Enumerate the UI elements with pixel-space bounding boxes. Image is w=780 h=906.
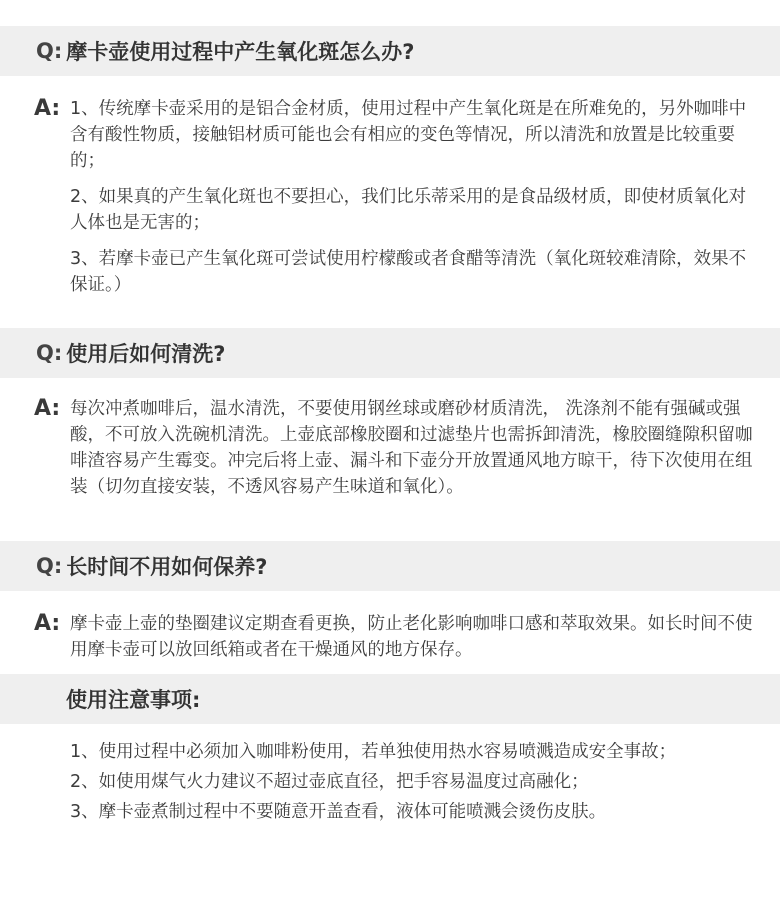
- question-text: 使用后如何清洗?: [66, 342, 226, 366]
- question-bar-2: [0, 328, 780, 378]
- notice-title-bar: [0, 674, 780, 724]
- notice-title: 使用注意事项:: [66, 688, 201, 712]
- question-text: 长时间不用如何保养?: [66, 555, 268, 579]
- answer-block-1: [34, 96, 754, 298]
- answer-block-2: [34, 396, 754, 500]
- a-marker: A:: [34, 611, 61, 636]
- answer-paragraph: 1、传统摩卡壶采用的是铝合金材质，使用过程中产生氧化斑是在所难免的，另外咖啡中含有酸性物质，接触铝材质可能也会有相应的变色等情况，所以清洗和放置是比较重要的；: [70, 99, 747, 171]
- answer-paragraph: 每次冲煮咖啡后，温水清洗，不要使用钢丝球或磨砂材质清洗， 洗涤剂不能有强碱或强酸，不可放入洗碗机清洗。上壶底部橡胶圈和过滤垫片也需拆卸清洗，橡胶圈缝隙积留咖啡渣容易产生霉变。冲完后将上壶、漏斗和下壶分开放置通风地方晾干，待下次使用在组装（切勿直接安装，不透风容易产生味道和氧化）。: [70, 399, 753, 497]
- answer-paragraph: 摩卡壶上壶的垫圈建议定期查看更换，防止老化影响咖啡口感和萃取效果。如长时间不使用摩卡壶可以放回纸箱或者在干燥通风的地方保存。: [70, 614, 753, 660]
- answer-paragraph: 3、若摩卡壶已产生氧化斑可尝试使用柠檬酸或者食醋等清洗（氧化斑较难清除，效果不保证。）: [70, 249, 747, 295]
- a-marker: A:: [34, 396, 61, 421]
- notice-item: 2、如使用煤气火力建议不超过壶底直径，把手容易温度过高融化；: [70, 772, 589, 792]
- q-marker: Q:: [36, 341, 63, 365]
- a-marker: A:: [34, 96, 61, 121]
- q-marker: Q:: [36, 39, 63, 63]
- question-text: 摩卡壶使用过程中产生氧化斑怎么办?: [66, 40, 415, 64]
- question-bar-1: [0, 26, 780, 76]
- question-bar-3: [0, 541, 780, 591]
- notice-list: [70, 737, 760, 827]
- notice-item: 3、摩卡壶煮制过程中不要随意开盖查看，液体可能喷溅会烫伤皮肤。: [70, 802, 607, 822]
- notice-item: 1、使用过程中必须加入咖啡粉使用，若单独使用热水容易喷溅造成安全事故；: [70, 742, 677, 762]
- q-marker: Q:: [36, 554, 63, 578]
- answer-paragraph: 2、如果真的产生氧化斑也不要担心，我们比乐蒂采用的是食品级材质，即使材质氧化对人体也是无害的；: [70, 187, 747, 233]
- answer-block-3: [34, 611, 754, 663]
